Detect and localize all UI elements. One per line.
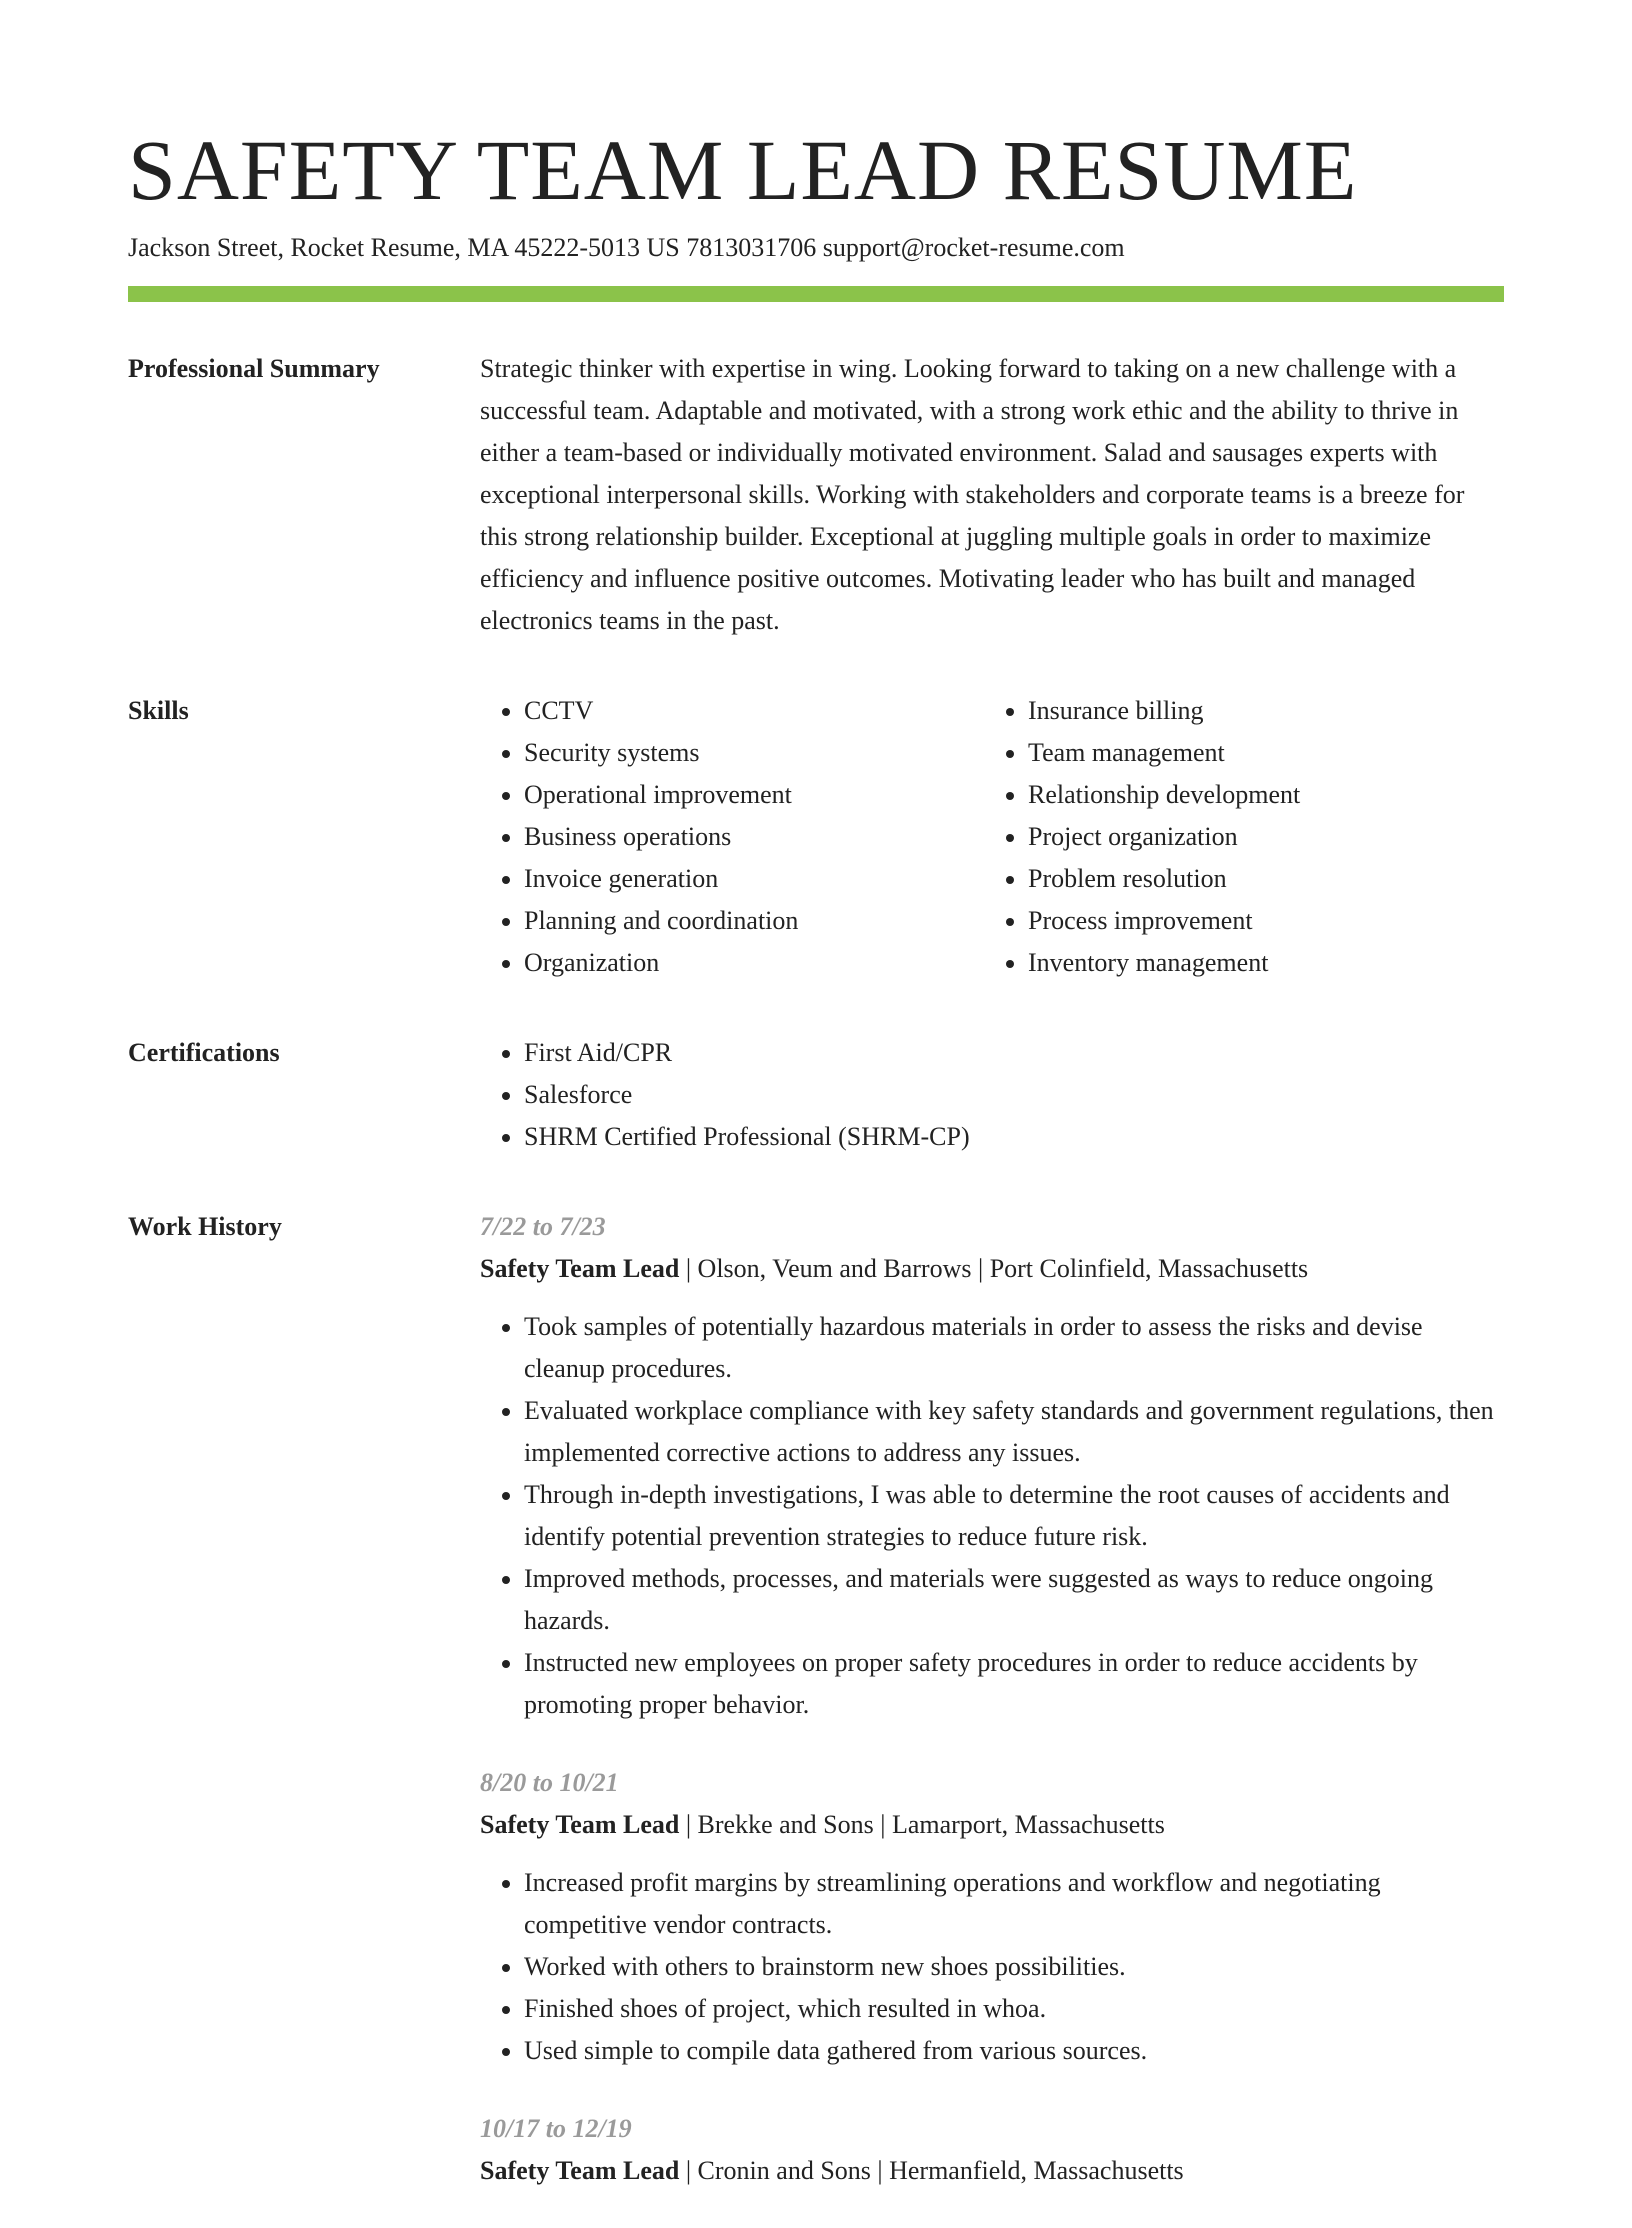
- work-history-heading: Work History: [128, 1212, 282, 1241]
- skill-item: • Relationship development: [1028, 774, 1488, 816]
- job-dates: 7/22 to 7/23: [480, 1212, 606, 1241]
- skill-item: • Process improvement: [1028, 900, 1488, 942]
- job-entry: [480, 1762, 1504, 2072]
- job-bullet: • Used simple to compile data gathered from various sources.: [524, 2030, 1504, 2072]
- certifications-section: [128, 1032, 1504, 1158]
- skills-heading: Skills: [128, 696, 189, 725]
- job-bullet: • Through in-depth investigations, I was able to determine the root causes of accidents and identify potential prevention strategies to reduce future risk.: [524, 1474, 1504, 1558]
- skill-item: • Invoice generation: [524, 858, 984, 900]
- job-bullet: • Increased profit margins by streamlining operations and workflow and negotiating competitive vendor contracts.: [524, 1862, 1504, 1946]
- job-title: Safety Team Lead: [480, 2156, 680, 2185]
- job-dates: 10/17 to 12/19: [480, 2114, 632, 2143]
- job-heading: [480, 1804, 1504, 1846]
- job-bullet: • Instructed new employees on proper safety procedures in order to reduce accidents by promoting proper behavior.: [524, 1642, 1504, 1726]
- job-heading: [480, 1248, 1504, 1290]
- job-details: | Brekke and Sons | Lamarport, Massachusetts: [679, 1810, 1165, 1839]
- skill-item: • Operational improvement: [524, 774, 984, 816]
- job-dates: 8/20 to 10/21: [480, 1768, 619, 1797]
- skill-item: • Business operations: [524, 816, 984, 858]
- work-history-section: [128, 1206, 1504, 2228]
- skills-section: [128, 690, 1504, 984]
- resume-page: [128, 0, 1504, 2228]
- skill-item: • Security systems: [524, 732, 984, 774]
- skill-item: • Planning and coordination: [524, 900, 984, 942]
- job-bullet: • Evaluated workplace compliance with key safety standards and government regulations, then implemented corrective actions to address any issues.: [524, 1390, 1504, 1474]
- certifications-heading: Certifications: [128, 1038, 280, 1067]
- skills-column-left: [480, 690, 984, 984]
- certification-item: • First Aid/CPR: [524, 1032, 1504, 1074]
- job-details: | Olson, Veum and Barrows | Port Colinfield, Massachusetts: [679, 1254, 1309, 1283]
- job-entry: [480, 2108, 1504, 2192]
- skill-item: • Project organization: [1028, 816, 1488, 858]
- job-bullet: • Took samples of potentially hazardous materials in order to assess the risks and devise cleanup procedures.: [524, 1306, 1504, 1390]
- skill-item: • CCTV: [524, 690, 984, 732]
- skill-item: • Team management: [1028, 732, 1488, 774]
- certification-item: • Salesforce: [524, 1074, 1504, 1116]
- job-bullet: • Improved methods, processes, and materials were suggested as ways to reduce ongoing hazards.: [524, 1558, 1504, 1642]
- job-bullet: • Worked with others to brainstorm new shoes possibilities.: [524, 1946, 1504, 1988]
- certification-item: • SHRM Certified Professional (SHRM-CP): [524, 1116, 1504, 1158]
- resume-title: SAFETY TEAM LEAD RESUME: [128, 122, 1358, 218]
- skill-item: • Problem resolution: [1028, 858, 1488, 900]
- skill-item: • Organization: [524, 942, 984, 984]
- job-title: Safety Team Lead: [480, 1810, 680, 1839]
- skill-item: • Inventory management: [1028, 942, 1488, 984]
- job-title: Safety Team Lead: [480, 1254, 680, 1283]
- job-bullet: • Finished shoes of project, which resulted in whoa.: [524, 1988, 1504, 2030]
- job-entry: [480, 1206, 1504, 1726]
- contact-info: Jackson Street, Rocket Resume, MA 45222-5013 US 7813031706 support@rocket-resume.com: [128, 233, 1125, 262]
- summary-section: [128, 348, 1504, 642]
- summary-heading: Professional Summary: [128, 354, 380, 383]
- job-heading: [480, 2150, 1504, 2192]
- summary-text: Strategic thinker with expertise in wing. Looking forward to taking on a new challenge with a successful team. Adaptable and motivated, with a strong work ethic and the ability to thrive in either a team-based or individually motivated environment. Salad and sausages experts with exceptional interpersonal skills. Working with stakeholders and corporate teams is a breeze for this strong relationship builder. Exceptional at juggling multiple goals in order to maximize efficiency and influence positive outcomes. Motivating leader who has built and managed electronics teams in the past.: [480, 354, 1465, 635]
- skills-column-right: [984, 690, 1488, 984]
- job-details: | Cronin and Sons | Hermanfield, Massachusetts: [679, 2156, 1184, 2185]
- accent-divider: [128, 286, 1504, 302]
- skill-item: • Insurance billing: [1028, 690, 1488, 732]
